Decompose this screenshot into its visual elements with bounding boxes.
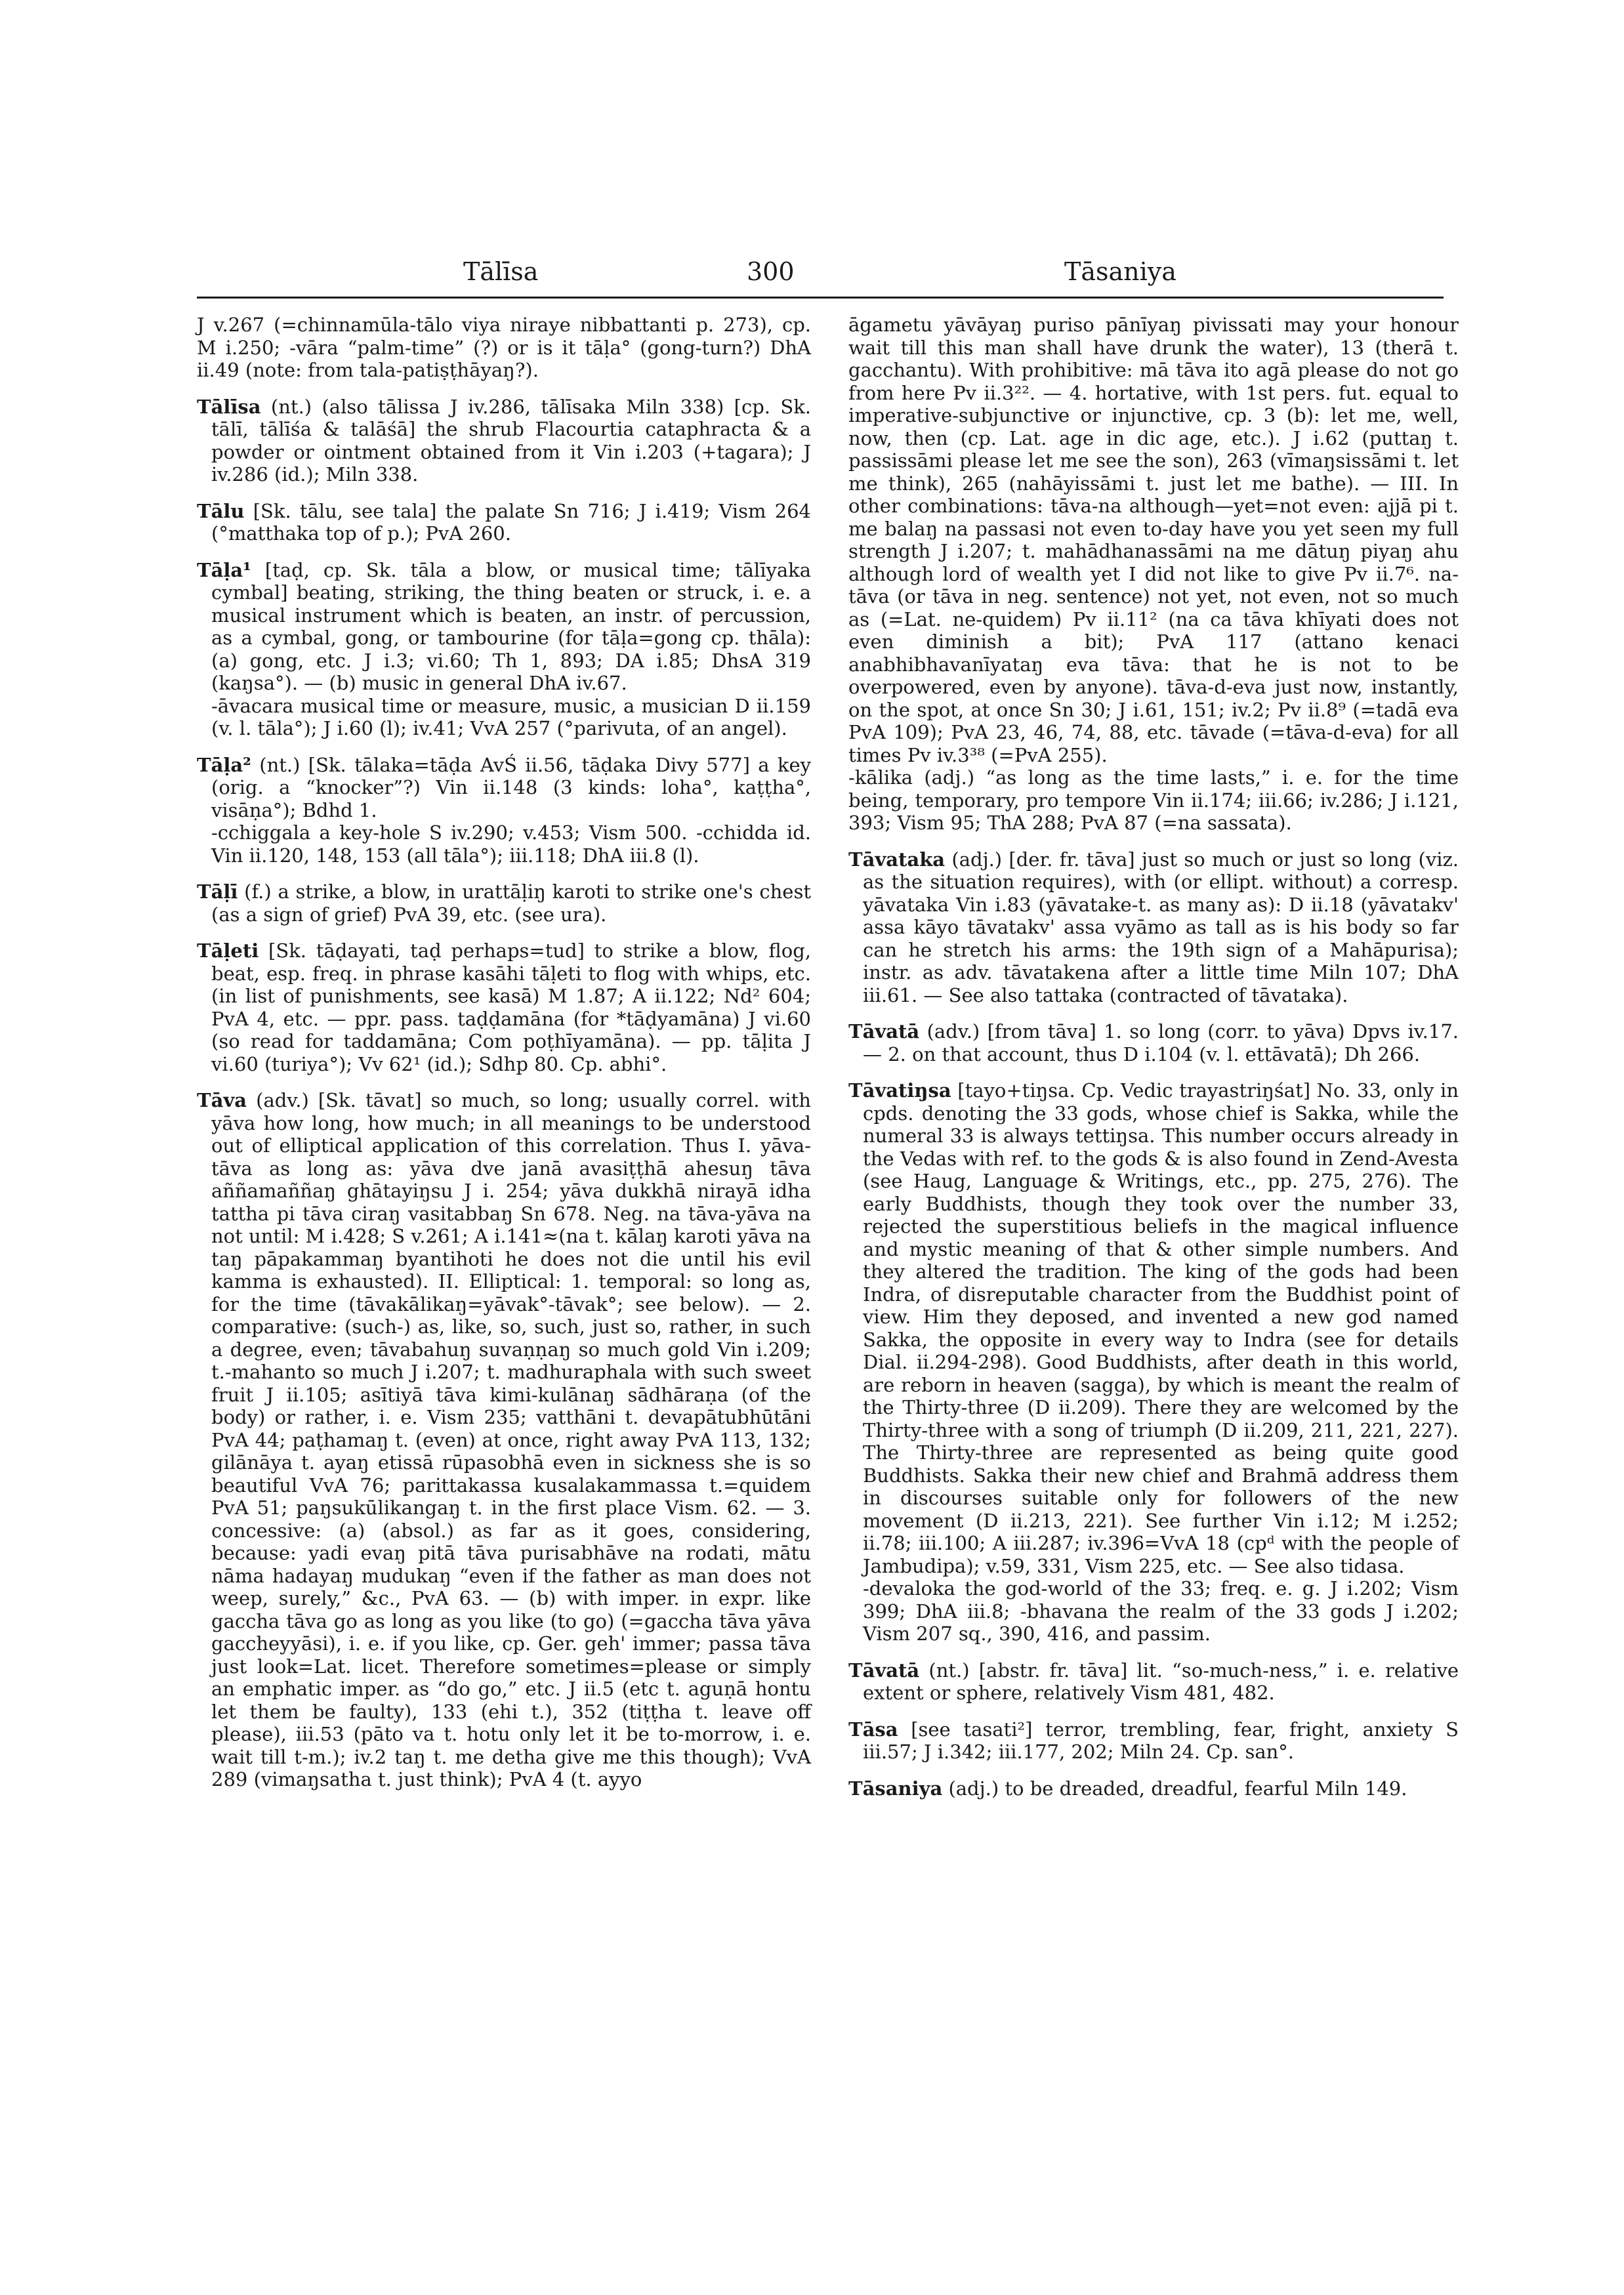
entry-definition [848, 1777, 1459, 1800]
dictionary-entry-tala2 [197, 754, 811, 867]
entry-text: (adv.) [from tāva] 1. so long (corr. to yāva) Dpvs iv.17. — 2. on that account, thus D i.104 (v. l. ettāvatā); Dh 266. [863, 1020, 1459, 1065]
dictionary-entry-talisa [197, 396, 811, 486]
dictionary-entry-tavatinsa [848, 1079, 1459, 1645]
entry-definition [197, 880, 811, 926]
dictionary-entry-tavata [848, 1020, 1459, 1065]
header-left-guideword: Tālīsa [463, 257, 539, 286]
dictionary-entry-tasa [848, 1718, 1459, 1764]
entry-compound [211, 695, 811, 740]
entry-definition [197, 314, 811, 382]
entry-headword: Tāvatiŋsa [848, 1079, 951, 1102]
entry-text: (adj.) to be dreaded, dreadful, fearful Miln 149. [948, 1777, 1407, 1800]
entry-headword: Tāḷa² [197, 753, 251, 776]
dictionary-entry-tali [197, 880, 811, 926]
entry-headword: Tāḷeti [197, 940, 259, 962]
entry-headword: Tāsa [848, 1718, 898, 1741]
dictionary-entry-tavata2 [848, 1659, 1459, 1705]
right-column [848, 314, 1459, 1813]
entry-headword: Tāḷa¹ [197, 558, 251, 581]
entry-definition [848, 314, 1459, 766]
entry-headword: Tāva [197, 1089, 247, 1111]
entry-definition [848, 1718, 1459, 1764]
entry-definition [197, 1089, 811, 1791]
entry-text: -āvacara musical time or measure, music, a musician D ii.159 (v. l. tāla°); J i.60 (l); iv.41; VvA 257 (°parivuta, of an angel). [211, 694, 811, 739]
dictionary-entry-tava-cont [848, 314, 1459, 835]
entry-text: [Sk. tāḍayati, taḍ perhaps=tud] to strike a blow, flog, beat, esp. freq. in phrase kasāhi tāḷeti to flog with whips, etc. (in list of punishments, see kasā) M 1.87; A ii.122; Nd² 604; PvA 4, etc. — ppr. pass. taḍḍamāna (for *tāḍyamāna) J vi.60 (so read for taddamāna; Com poṭhīyamāna). — pp. tāḷita J vi.60 (turiya°); Vv 62¹ (id.); Sdhp 80. Cp. abhi°. [211, 940, 811, 1075]
entry-definition [197, 499, 812, 545]
header-rule [197, 297, 1444, 299]
dictionary-entry-talu [197, 500, 811, 545]
dictionary-entry-taleti [197, 940, 811, 1075]
entry-text: (f.) a strike, a blow, in urattāḷiŋ karoti to strike one's chest (as a sign of grief) PvA 39, etc. (see ura). [211, 880, 811, 926]
entry-text: (adv.) [Sk. tāvat] so much, so long; usually correl. with yāva how long, how much; in all meanings to be understood out of elliptical application of this correlation. Thus I. yāva-tāva as long as: yāva dve janā avasiṭṭhā ahesuŋ tāva aññamaññaŋ ghātayiŋsu J i. 254; yāva dukkhā nirayā idha tattha pi tāva ciraŋ vasitabbaŋ Sn 678. Neg. na tāva-yāva na not until: M i.428; S v.261; A i.141≈(na t. kālaŋ karoti yāva na taŋ pāpakammaŋ byantihoti he does not die until his evil kamma is exhausted). II. Elliptical: 1. temporal: so long as, for the time (tāvakālikaŋ=yāvak°-tāvak°; see below). — 2. comparative: (such-) as, like, so, such, just so, rather, in such a degree, even; tāvabahuŋ suvaṇṇaŋ so much gold Vin i.209; t.-mahanto so much J i.207; t. madhuraphala with such sweet fruit J ii.105; asītiyā tāva kimi-kulānaŋ sādhāraṇa (of the body) or rather, i. e. Vism 235; vatthāni t. devapātubhūtāni PvA 44; paṭhamaŋ t. (even) at once, right away PvA 113, 132; gilānāya t. ayaŋ etissā rūpasobhā even in sickness she is so beautiful VvA 76; parittakassa kusalakammassa t.=quidem PvA 51; paŋsukūlikangaŋ t. in the first place Vism. 62. — 3. concessive: (a) (absol.) as far as it goes, considering, because: yadi evaŋ pitā tāva purisabhāve na rodati, mātu nāma hadayaŋ mudukaŋ “even if the father as man does not weep, surely,” &c., PvA 63. — (b) with imper. in expr. like gaccha tāva go as long as you like (to go) (=gaccha tāva yāva gaccheyyāsi), i. e. if you like, cp. Ger. geh' immer; passa tāva just look=Lat. licet. Therefore sometimes=please or simply an emphatic imper. as “do go,” etc. J ii.5 (etc t. aguṇā hontu let them be faulty), 133 (ehi t.), 352 (tiṭṭha t. leave off please), iii.53 (pāto va t. hotu only let it be to-morrow, i. e. wait till t-m.); iv.2 taŋ t. me detha give me this though); VvA 289 (vimaŋsatha t. just think); PvA 4 (t. ayyo [211, 1089, 811, 1790]
entry-definition [197, 558, 811, 695]
entry-headword: Tālīsa [197, 395, 261, 418]
entry-compound [848, 766, 1459, 835]
entry-headword: Tāsaniya [848, 1777, 943, 1800]
dictionary-entry-tava [197, 1089, 811, 1791]
entry-text: (adj.) [der. fr. tāva] just so much or just so long (viz. as the situation requires), with (or ellipt. without) a corresp. yāvataka Vin i.83 (yāvatake-t. as many as): D ii.18 (yāvatakv' assa kāyo tāvatakv' assa vyāmo as tall as is his body so far can he stretch his arms: the 19th sign of a Mahāpurisa); instr. as adv. tāvatakena after a little time Miln 107; DhA iii.61. — See also tattaka (contracted of tāvataka). [863, 848, 1459, 1006]
entry-definition [197, 395, 812, 486]
entry-text: āgametu yāvāyaŋ puriso pānīyaŋ pivissati may your honour wait till this man shall have drunk the water), 13 (therā t. gacchantu). With prohibitive: mā tāva ito agā please do not go from here Pv ii.3²². — 4. hortative, with 1st pers. fut. equal to imperative-subjunctive or injunctive, cp. 3 (b): let me, well, now, then (cp. Lat. age in dic age, etc.). J i.62 (puttaŋ t. passissāmi please let me see the son), 263 (vīmaŋsissāmi t. let me think), 265 (nahāyissāmi t. just let me bathe). — III. In other combinations: tāva-na although—yet=not even: ajjā pi t. me balaŋ na passasi not even to-day have you yet seen my full strength J i.207; t. mahādhanassāmi na me dātuŋ piyaŋ ahu although lord of wealth yet I did not like to give Pv ii.7⁶. na-tāva (or tāva in neg. sentence) not yet, not even, not so much as (=Lat. ne-quidem) Pv ii.11² (na ca tāva khīyati does not even diminish a bit); PvA 117 (attano kenaci anabhibhavanīyataŋ eva tāva: that he is not to be overpowered, even by anyone). tāva-d-eva just now, instantly, on the spot, at once Sn 30; J i.61, 151; iv.2; Pv ii.8⁹ (=tadā eva PvA 109); PvA 23, 46, 74, 88, etc. tāvade (=tāva-d-eva) for all times Pv iv.3³⁸ (=PvA 255). [848, 314, 1459, 766]
entry-text: (nt.) (also tālissa J iv.286, tālīsaka Miln 338) [cp. Sk. tālī, tālīśa & talāśā] the shrub Flacourtia cataphracta & a powder or ointment obtained from it Vin i.203 (+tagara); J iv.286 (id.); Miln 338. [211, 395, 812, 486]
entry-text: -devaloka the god-world of the 33; freq. e. g. J i.202; Vism 399; DhA iii.8; -bhavana the realm of the 33 gods J i.202; Vism 207 sq., 390, 416, and passim. [863, 1577, 1459, 1645]
entry-compound [863, 1577, 1459, 1645]
dictionary-entry-talisa-cont [197, 314, 811, 382]
entry-text: [taḍ, cp. Sk. tāla a blow, or musical time; tālīyaka cymbal] beating, striking, the thing beaten or struck, i. e. a musical instrument which is beaten, an instr. of percussion, as a cymbal, gong, or tambourine (for tāḷa=gong cp. thāla): (a) gong, etc. J i.3; vi.60; Th 1, 893; DA i.85; DhsA 319 (kaŋsa°). — (b) music in general DhA iv.67. [211, 558, 811, 694]
dictionary-entry-tasaniya [848, 1777, 1459, 1800]
entry-text: -kālika (adj.) “as long as the time lasts,” i. e. for the time being, temporary, pro tempore Vin ii.174; iii.66; iv.286; J i.121, 393; Vism 95; ThA 288; PvA 87 (=na sassata). [848, 766, 1459, 834]
entry-definition [197, 753, 811, 822]
entry-definition [848, 1020, 1459, 1065]
dictionary-entry-tavataka [848, 848, 1459, 1007]
entry-definition [197, 940, 811, 1075]
entry-text: J v.267 (=chinnamūla-tālo viya niraye nibbattanti p. 273), cp. M i.250; -vāra “palm-time” (?) or is it tāḷa° (gong-turn?) DhA ii.49 (note: from tala-patiṣṭhāyaŋ?). [197, 314, 811, 381]
entry-definition [848, 848, 1459, 1007]
entry-text: [Sk. tālu, see tala] the palate Sn 716; J i.419; Vism 264 (°matthaka top of p.); PvA 260. [211, 499, 812, 545]
entry-text: (nt.) [Sk. tālaka=tāḍa AvŚ ii.56, tāḍaka Divy 577] a key (orig. a “knocker”?) Vin ii.148 (3 kinds: loha°, kaṭṭha°, visāṇa°); Bdhd 1. [211, 753, 811, 821]
entry-definition [848, 1659, 1459, 1705]
entry-text: [tayo+tiŋsa. Cp. Vedic trayastriŋśat] No. 33, only in cpds. denoting the 33 gods, whose chief is Sakka, while the numeral 33 is always tettiŋsa. This number occurs already in the Vedas with ref. to the gods & is also found in Zend-Avesta (see Haug, Language & Writings, etc., pp. 275, 276). The early Buddhists, though they took over the number 33, rejected the superstitious beliefs in the magical influence and mystic meaning of that & other simple numbers. And they altered the tradition. The king of the gods had been Indra, of disreputable character from the Buddhist point of view. Him they deposed, and invented a new god named Sakka, the opposite in every way to Indra (see for details Dial. ii.294-298). Good Buddhists, after death in this world, are reborn in heaven (sagga), by which is meant the realm of the Thirty-three (D ii.209). There they are welcomed by the Thirty-three with a song of triumph (D ii.209, 211, 221, 227). The Thirty-three are represented as being quite good Buddhists. Sakka their new chief and Brahmā address them in discourses suitable only for followers of the new movement (D ii.213, 221). See further Vin i.12; M i.252; ii.78; iii.100; A iii.287; iv.396=VvA 18 (cpᵈ with the people of Jambudipa); v.59, 331, Vism 225, etc. — See also tidasa. [863, 1079, 1459, 1577]
entry-headword: Tāvatā [848, 1659, 920, 1682]
page-number: 300 [747, 257, 795, 286]
entry-headword: Tālu [197, 499, 245, 522]
entry-text: -cchiggala a key-hole S iv.290; v.453; Vism 500. -cchidda id. Vin ii.120, 148, 153 (all tāla°); iii.118; DhA iii.8 (l). [211, 821, 811, 867]
entry-headword: Tāḷī [197, 880, 238, 903]
left-column [197, 314, 811, 1805]
entry-text: (nt.) [abstr. fr. tāva] lit. “so-much-ness,” i. e. relative extent or sphere, relatively Vism 481, 482. [863, 1659, 1459, 1704]
entry-headword: Tāvatā [848, 1020, 920, 1043]
entry-compound [211, 821, 811, 867]
dictionary-entry-tala1 [197, 559, 811, 740]
header-right-guideword: Tāsaniya [1064, 257, 1176, 286]
entry-text: [see tasati²] terror, trembling, fear, fright, anxiety S iii.57; J i.342; iii.177, 202; Miln 24. Cp. san°. [863, 1718, 1459, 1763]
entry-definition [848, 1079, 1459, 1577]
entry-headword: Tāvataka [848, 848, 946, 871]
